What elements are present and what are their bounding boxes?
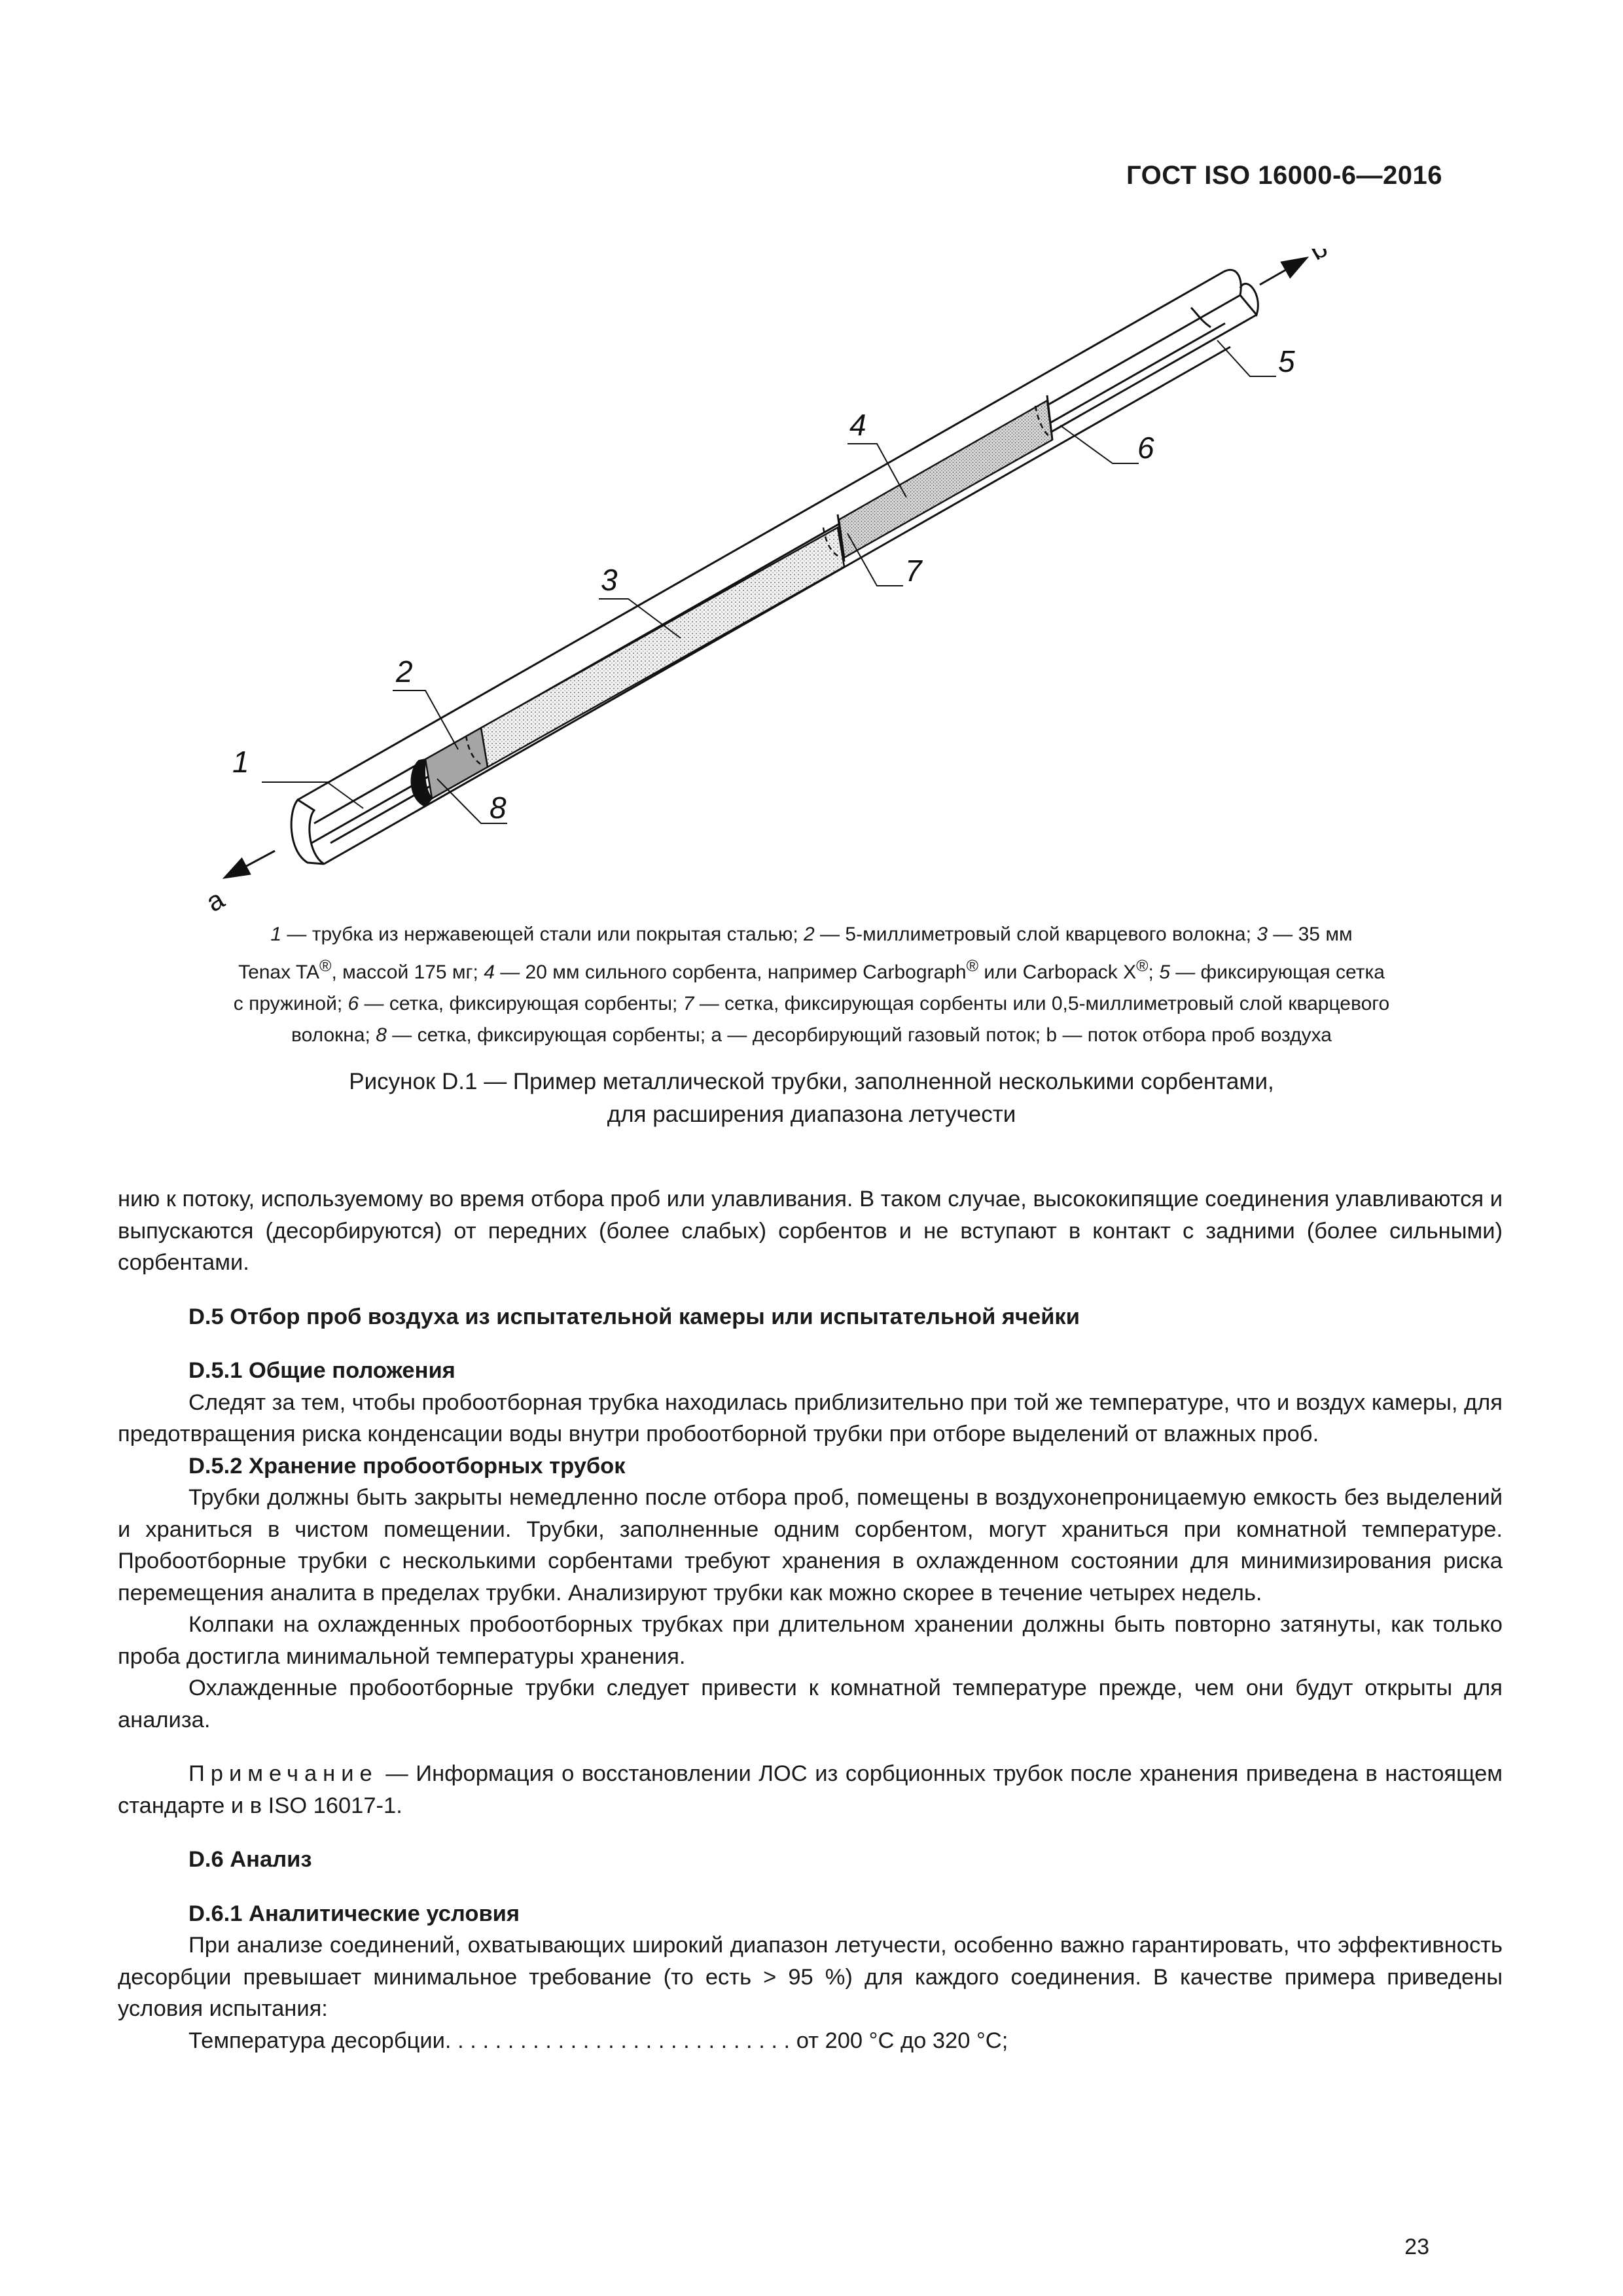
tube-front-end	[291, 800, 324, 864]
label-5: 5	[1278, 344, 1295, 378]
note-text: — Информация о восстановлении ЛОС из сорбционных трубок после хранения приведена в настоящем стандарте и в ISO 16017-1.	[118, 1761, 1503, 1818]
sorbent-bed-4	[839, 401, 1052, 558]
section-heading-d61: D.6.1 Аналитические условия	[188, 1901, 520, 1926]
paragraph-d52-3: Охлажденные пробоотборные трубки следует привести к комнатной температуре прежде, чем они будут открыты для анализа.	[118, 1676, 1503, 1732]
label-6: 6	[1137, 431, 1154, 465]
paragraph-d52-1: Трубки должны быть закрыты немедленно после отбора проб, помещены в воздухонепроницаемую емкость без выделений и храниться в чистом помещении. Трубки, заполненные одним сорбентом, могут храниться при комнатной температуре. Пробоотборные трубки с несколькими сорбентами требуют хранения в охлажденном состоянии для минимизирования риска перемещения аналита в пределах трубки. Анализируют трубки как можно скорее в течение четырех недель.	[118, 1485, 1503, 1605]
paragraph-d51: Следят за тем, чтобы пробоотборная трубка находилась приблизительно при той же температуре, что и воздух камеры, для предотвращения риска конденсации воды внутри пробоотборной трубки при отборе выделений от влажных проб.	[118, 1390, 1503, 1446]
section-heading-d5: D.5 Отбор проб воздуха из испытательной камеры или испытательной ячейки	[188, 1304, 1080, 1329]
figure-caption	[164, 1066, 1459, 1131]
label-1: 1	[232, 745, 249, 779]
figure-d1	[164, 249, 1459, 929]
label-2: 2	[396, 655, 413, 689]
body-text	[118, 1183, 1503, 2056]
legend-line-3: с пружиной; 6 — сетка, фиксирующая сорбенты; 7 — сетка, фиксирующая сорбенты или 0,5-миллиметровый слой кварцевого	[233, 993, 1390, 1014]
label-3: 3	[601, 563, 618, 597]
arrow-a	[226, 851, 275, 877]
label-a: a	[200, 883, 230, 918]
legend-line-1: 1 — трубка из нержавеющей стали или покрытая сталью; 2 — 5-миллиметровый слой кварцевого волокна; 3 — 35 мм	[270, 924, 1353, 945]
label-7: 7	[905, 554, 922, 588]
figure-legend	[164, 919, 1459, 1051]
arrow-b	[1260, 259, 1306, 285]
page-number: 23	[1404, 2234, 1429, 2259]
label-8: 8	[490, 791, 507, 825]
paragraph-d61: При анализе соединений, охватывающих широкий диапазон летучести, особенно важно гарантировать, что эффективность десорбции превышает минимальное требование (то есть > 95 %) для каждого соединения. В качестве примера приведены условия испытания:	[118, 1933, 1503, 2021]
label-4: 4	[849, 408, 866, 442]
document-header: ГОСТ ISO 16000-6—2016	[1126, 161, 1442, 190]
caption-line-1: Рисунок D.1 — Пример металлической трубки, заполненной несколькими сорбентами,	[349, 1069, 1274, 1094]
tube-back-end	[1224, 270, 1258, 315]
legend-line-2: Tenax TA®, массой 175 мг; 4 — 20 мм сильного сорбента, например Carbograph® или Carbopack X®; 5 — фиксирующая сетка	[238, 957, 1385, 983]
section-heading-d6: D.6 Анализ	[188, 1847, 312, 1872]
caption-line-2: для расширения диапазона летучести	[607, 1102, 1016, 1127]
section-heading-d51: D.5.1 Общие положения	[188, 1358, 455, 1383]
paragraph-continued: нию к потоку, используемому во время отбора проб или улавливания. В таком случае, высококипящие соединения улавливаются и выпускаются (десорбируются) от передних (более слабых) сорбентов и не вступают в контакт с задними (более сильными) сорбентами.	[118, 1187, 1503, 1275]
paragraph-d52-2: Колпаки на охлажденных пробоотборных трубках при длительном хранении должны быть повторно затянуты, как только проба достигла минимальной температуры хранения.	[118, 1612, 1503, 1669]
legend-line-4: волокна; 8 — сетка, фиксирующая сорбенты; а — десорбирующий газовый поток; b — поток отбора проб воздуха	[291, 1024, 1332, 1046]
note	[118, 1758, 1503, 1821]
sorbent-bed-3	[481, 528, 844, 767]
note-label: Примечание	[188, 1761, 378, 1786]
spring-5	[1191, 308, 1211, 327]
tube-diagram	[164, 249, 1459, 929]
condition-desorption-temperature: Температура десорбции. . . . . . . . . . . . . . . . . . . . . . . . . . . . от 200 °С до 320 °С;	[188, 2028, 1008, 2053]
section-heading-d52: D.5.2 Хранение пробоотборных трубок	[188, 1453, 626, 1479]
label-b: b	[1304, 249, 1333, 266]
